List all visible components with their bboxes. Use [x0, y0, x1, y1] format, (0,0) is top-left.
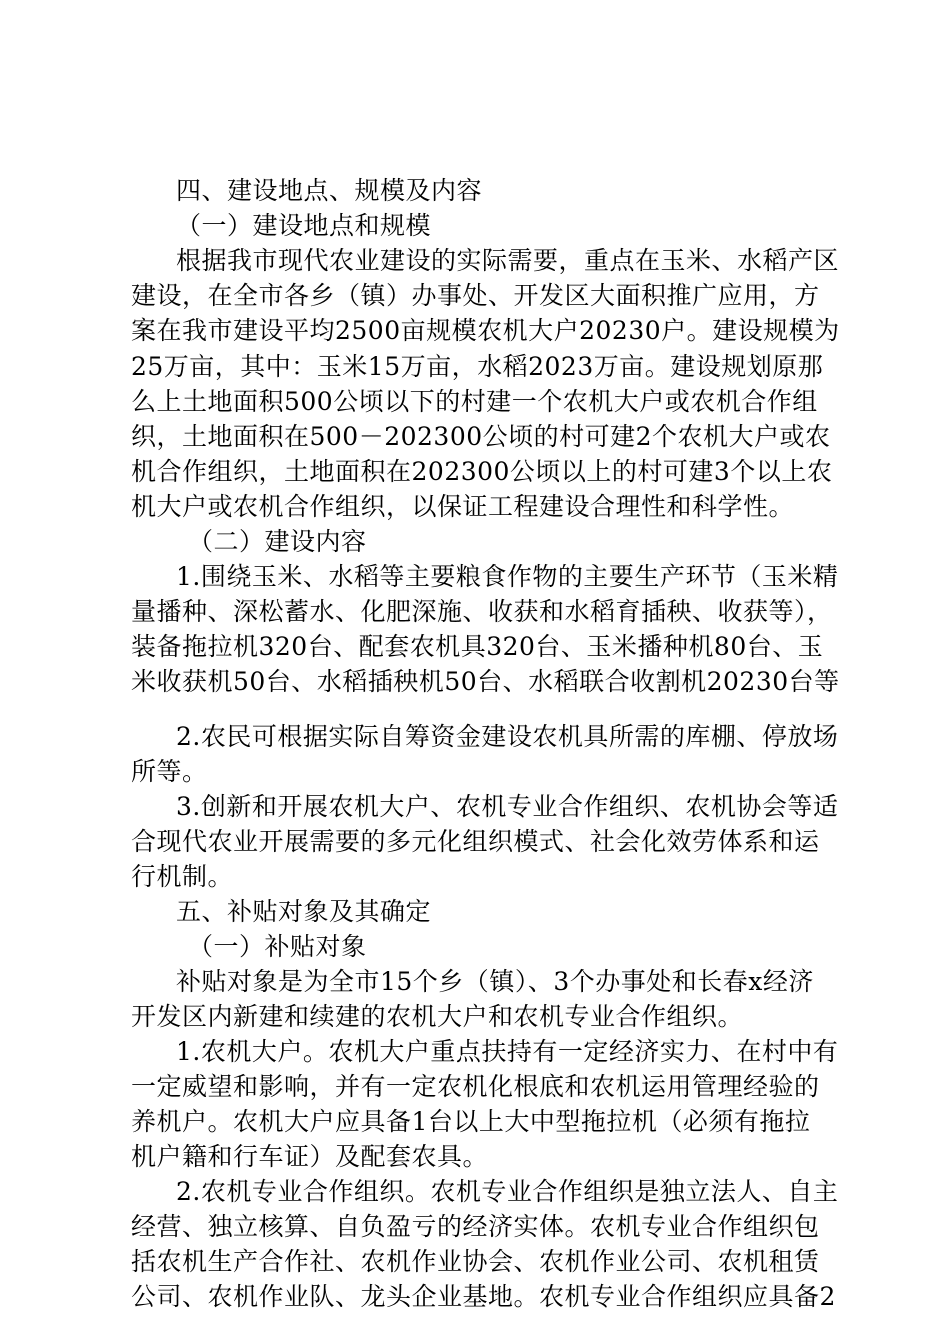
list-item-line: 装备拖拉机320台、配套农机具320台、玉米播种机80台、玉 — [131, 632, 824, 661]
list-item-line: 合现代农业开展需要的多元化组织模式、社会化效劳体系和运 — [131, 827, 820, 856]
paragraph-line: 开发区内新建和续建的农机大户和农机专业合作组织。 — [131, 1002, 744, 1031]
section-heading-4: 四、建设地点、规模及内容 — [176, 176, 483, 205]
list-item-line: 3.创新和开展农机大户、农机专业合作组织、农机协会等适 — [176, 792, 839, 821]
list-item-line: 公司、农机作业队、龙头企业基地。农机专业合作组织应具备2 — [131, 1282, 836, 1311]
list-item-line: 2.农民可根据实际自筹资金建设农机具所需的库棚、停放场 — [176, 722, 839, 751]
list-item-line: 一定威望和影响，并有一定农机化根底和农机运用管理经验的 — [131, 1072, 820, 1101]
paragraph-line: 么上土地面积500公顷以下的村建一个农机大户或农机合作组 — [131, 387, 818, 416]
paragraph-line: 根据我市现代农业建设的实际需要，重点在玉米、水稻产区 — [176, 246, 840, 275]
list-item-line: 1.围绕玉米、水稻等主要粮食作物的主要生产环节（玉米精 — [176, 562, 839, 591]
list-item-line: 括农机生产合作社、农机作业协会、农机作业公司、农机租赁 — [131, 1247, 820, 1276]
paragraph-line: 25万亩，其中：玉米15万亩，水稻2023万亩。建设规划原那 — [131, 352, 824, 381]
section-heading-5: 五、补贴对象及其确定 — [176, 897, 432, 926]
paragraph-line: 案在我市建设平均2500亩规模农机大户20230户。建设规模为 — [131, 316, 840, 345]
list-item-line: 行机制。 — [131, 862, 234, 891]
subsection-heading-5-1: （一）补贴对象 — [188, 932, 367, 961]
list-item-line: 2.农机专业合作组织。农机专业合作组织是独立法人、自主 — [176, 1177, 839, 1206]
list-item-line: 1.农机大户。农机大户重点扶持有一定经济实力、在村中有 — [176, 1037, 839, 1066]
subsection-heading-4-1: （一）建设地点和规模 — [176, 211, 432, 240]
list-item-line: 机户籍和行车证）及配套农具。 — [131, 1142, 489, 1171]
list-item-line: 所等。 — [131, 757, 208, 786]
list-item-line: 米收获机50台、水稻插秧机50台、水稻联合收割机20230台等 — [131, 667, 840, 696]
list-item-line: 量播种、深松蓄水、化肥深施、收获和水稻育插秧、收获等）， — [131, 597, 833, 626]
paragraph-line: 织，土地面积在500－202300公顷的村可建2个农机大户或农 — [131, 422, 831, 451]
paragraph-line: 机合作组织，土地面积在202300公顷以上的村可建3个以上农 — [131, 457, 833, 486]
list-item-line: 经营、独立核算、自负盈亏的经济实体。农机专业合作组织包 — [131, 1212, 820, 1241]
subsection-heading-4-2: （二）建设内容 — [188, 527, 367, 556]
list-item-line: 养机户。农机大户应具备1台以上大中型拖拉机（必须有拖拉 — [131, 1107, 811, 1136]
paragraph-line: 补贴对象是为全市15个乡（镇）、3个办事处和长春x经济 — [176, 967, 814, 996]
paragraph-line: 建设，在全市各乡（镇）办事处、开发区大面积推广应用，方 — [131, 281, 820, 310]
paragraph-line: 机大户或农机合作组织，以保证工程建设合理性和科学性。 — [131, 492, 795, 521]
